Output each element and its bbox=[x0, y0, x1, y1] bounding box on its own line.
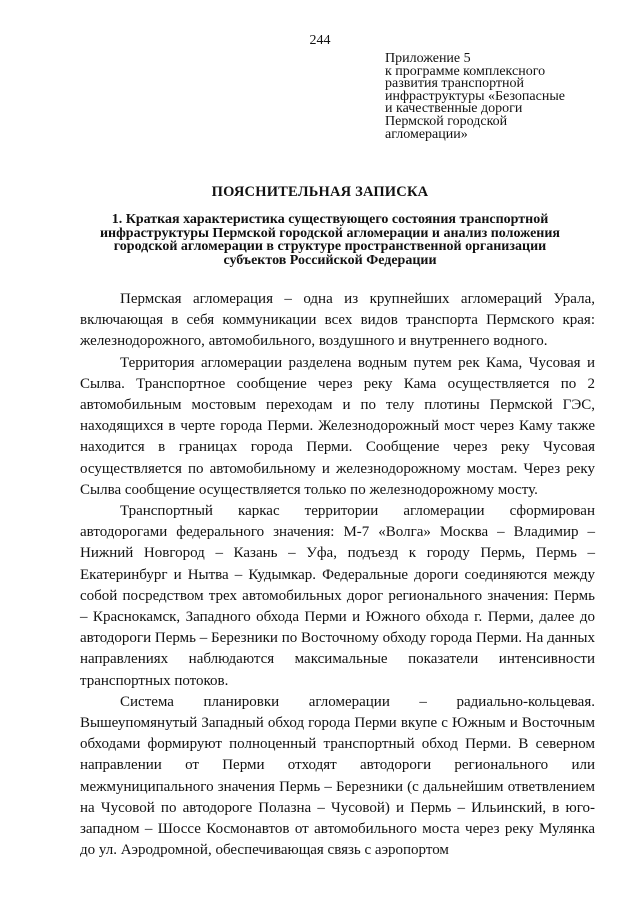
appendix-line: инфраструктуры «Безопасные bbox=[385, 88, 565, 104]
appendix-line: к программе комплексного bbox=[385, 63, 546, 79]
appendix-line: развития транспортной bbox=[385, 76, 525, 92]
appendix-note bbox=[385, 53, 615, 141]
page-number: 244 bbox=[309, 33, 331, 48]
appendix-line: и качественные дороги bbox=[385, 101, 523, 117]
section-heading-line: инфраструктуры Пермской городской агломерации и анализ положения bbox=[99, 225, 560, 241]
appendix-line: агломерации» bbox=[385, 126, 468, 142]
paragraph: Транспортный каркас территории агломерации сформирован автодорогами федерального значения: М-7 «Волга» Москва – Владимир – Нижний Новгород – Казань – Уфа, подъезд к городу Пермь, Пермь – Екатеринбург и Нытва – Кудымкар. Федеральные дороги соединяются между собой посредством трех автомобильных дорог регионального значения: Пермь – Краснокамск, Западного обхода Перми и Южного обхода г. Перми, далее до автодороги Пермь – Березники по Восточному обходу города Перми. На данных направлениях наблюдаются максимальные показатели интенсивности транспортных потоков. bbox=[80, 503, 595, 689]
section-heading bbox=[80, 213, 580, 267]
document-title: ПОЯСНИТЕЛЬНАЯ ЗАПИСКА bbox=[211, 184, 429, 200]
paragraph: Система планировки агломерации – радиально-кольцевая. Вышеупомянутый Западный обход города Перми вкупе с Южным и Восточным обходами формируют полноценный транспортный обход Перми. В северном направлении от Перми отходят автодороги регионального или межмуниципального значения Пермь – Березники (с дальнейшим ответвлением на Чусовой по автодороге Полазна – Чусовой) и Пермь – Ильинский, в юго-западном – Шоссе Космонавтов от автомобильного моста через реку Мулянка до ул. Аэродромной, обеспечивающая связь с аэропортом bbox=[80, 693, 595, 859]
appendix-line: Приложение 5 bbox=[385, 51, 471, 66]
paragraph: Территория агломерации разделена водным путем рек Кама, Чусовая и Сылва. Транспортное сообщение через реку Кама осуществляется по 2 автомобильным мостовым переходам и по телу плотины Пермской ГЭС, находящихся в черте города Перми. Железнодорожный мост через Каму также находится в границах города Перми. Сообщение через реку Чусовая осуществляется по автомобильному и железнодорожному мостам. Через реку Сылва сообщение осуществляется только по железнодорожному мосту. bbox=[80, 354, 595, 498]
paragraph: Пермская агломерация – одна из крупнейших агломераций Урала, включающая в себя коммуникации всех видов транспорта Пермского края: железнодорожного, автомобильного, воздушного и внутреннего водного. bbox=[80, 291, 595, 350]
body-text bbox=[80, 289, 595, 861]
section-heading-line: субъектов Российской Федерации bbox=[223, 252, 437, 268]
section-heading-line: 1. Краткая характеристика существующего состояния транспортной bbox=[111, 212, 549, 227]
section-heading-line: городской агломерации в структуре пространственной организации bbox=[113, 239, 547, 254]
appendix-line: Пермской городской bbox=[385, 113, 508, 129]
